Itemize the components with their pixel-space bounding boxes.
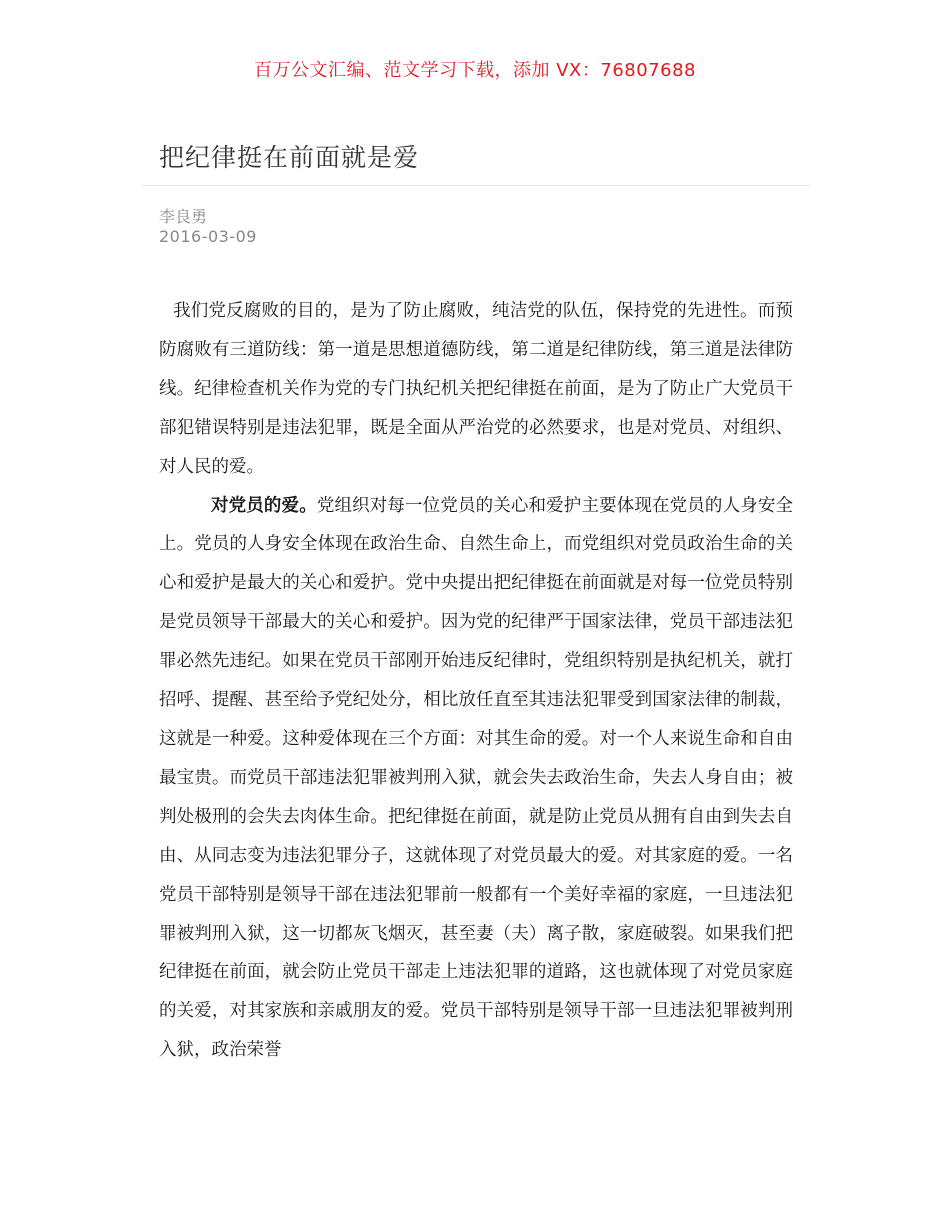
title-divider: [141, 185, 811, 186]
paragraph-lead-heading: 对党员的爱。: [211, 495, 317, 516]
article-title: 把纪律挺在前面就是爱: [159, 143, 420, 172]
paragraph-body-text: 党组织对每一位党员的关心和爱护主要体现在党员的人身安全上。党员的人身安全体现在政治生命、自然生命上，而党组织对党员政治生命的关心和爱护是最大的关心和爱护。党中央提出把纪律挺在前面就是对每一位党员特别是党员领导干部最大的关心和爱护。因为党的纪律严于国家法律，党员干部违法犯罪必然先违纪。如果在党员干部刚开始违反纪律时，党组织特别是执纪机关，就打招呼、提醒、甚至给予党纪处分，相比放任直至其违法犯罪受到国家法律的制裁，这就是一种爱。这种爱体现在三个方面：对其生命的爱。对一个人来说生命和自由最宝贵。而党员干部违法犯罪被判刑入狱，就会失去政治生命，失去人身自由；被判处极刑的会失去肉体生命。把纪律挺在前面，就是防止党员从拥有自由到失去自由、从同志变为违法犯罪分子，这就体现了对党员最大的爱。对其家庭的爱。一名党员干部特别是领导干部在违法犯罪前一般都有一个美好幸福的家庭，一旦违法犯罪被判刑入狱，这一切都灰飞烟灭，甚至妻（夫）离子散，家庭破裂。如果我们把纪律挺在前面，就会防止党员干部走上违法犯罪的道路，这也就体现了对党员家庭的关爱，对其家族和亲戚朋友的爱。党员干部特别是领导干部一旦违法犯罪被判刑入狱，政治荣誉: [159, 495, 793, 1061]
article-author: 李良勇: [159, 207, 208, 226]
article-paragraph: [159, 487, 793, 1071]
watermark-banner: 百万公文汇编、范文学习下载，添加 VX：76807688: [254, 60, 696, 81]
article-date: 2016-03-09: [159, 227, 257, 246]
article-paragraph: 我们党反腐败的目的，是为了防止腐败，纯洁党的队伍，保持党的先进性。而预防腐败有三道防线：第一道是思想道德防线，第二道是纪律防线，第三道是法律防线。纪律检查机关作为党的专门执纪机关把纪律挺在前面，是为了防止广大党员干部犯错误特别是违法犯罪，既是全面从严治党的必然要求，也是对党员、对组织、对人民的爱。: [159, 301, 793, 477]
article-body: [159, 292, 793, 1070]
